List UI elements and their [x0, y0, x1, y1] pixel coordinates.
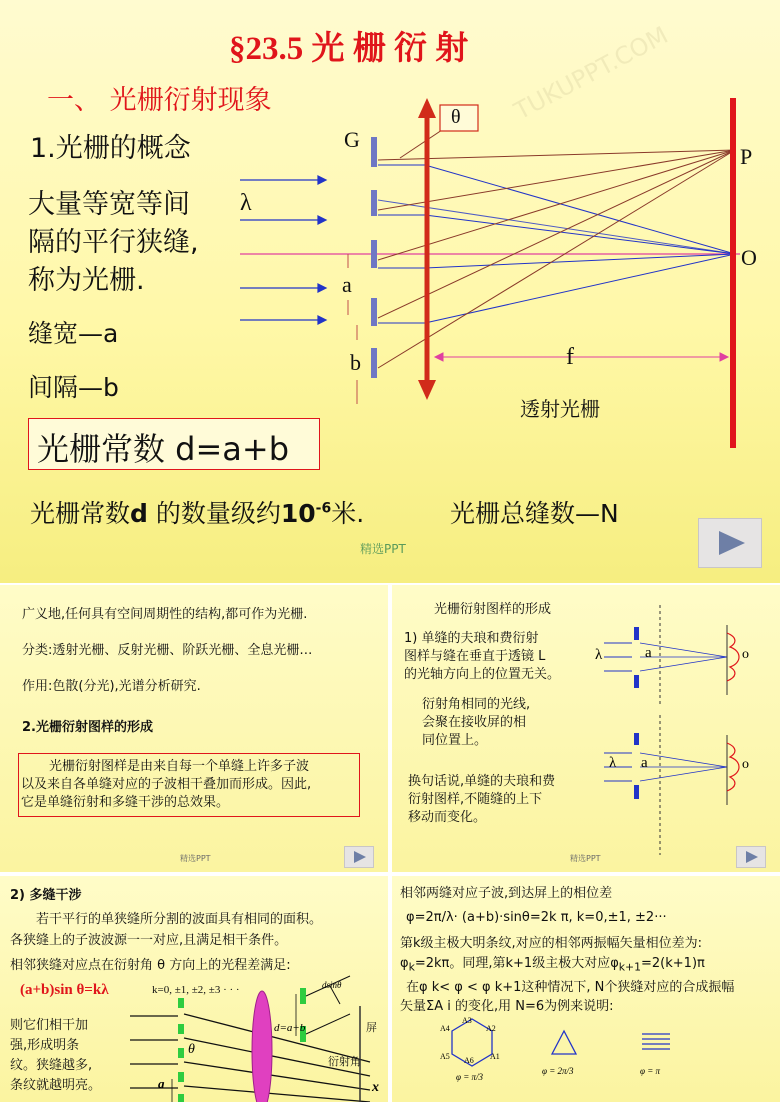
- triangle-phasor: [552, 1031, 576, 1054]
- x-axis-label: x: [372, 1080, 379, 1095]
- slide4-p2: 各狭缝上的子波波源一一对应,且满足相干条件。: [10, 933, 288, 948]
- slide2-line-1: 广义地,任何具有空间周期性的结构,都可作为光栅.: [22, 607, 308, 622]
- slide5-line-4: [400, 954, 705, 977]
- phi-2pi-over-3: φ = 2π/3: [542, 1066, 574, 1076]
- slide4-heading: 2) 多缝干涉: [10, 888, 82, 903]
- total-slits-label: 光栅总缝数—N: [450, 499, 619, 528]
- hex-label-A5: A5: [440, 1052, 450, 1061]
- magnitude-base: 10: [280, 499, 316, 528]
- screen-label: 屏: [366, 1021, 377, 1034]
- slit-a-label: a: [158, 1076, 165, 1091]
- slide2-line-3: 作用:色散(分光),光谱分析研究.: [22, 679, 201, 694]
- grating-label-G: G: [344, 127, 360, 152]
- definition-line-3: 称为光栅.: [28, 265, 145, 296]
- slide4-conclusion-2: 强,形成明条: [10, 1038, 80, 1053]
- slide5-line-1: 相邻两缝对应子波,到达屏上的相位差: [400, 886, 613, 901]
- magnitude-exponent: -6: [315, 500, 332, 517]
- slide3-title: 光栅衍射图样的形成: [434, 602, 552, 617]
- slide5-line-2: φ=2π/λ· (a+b)·sinθ=2k π, k=0,±1, ±2···: [406, 910, 667, 925]
- slide-5: [392, 876, 780, 1102]
- slide4-p3: 相邻狭缝对应点在衍射角 θ 方向上的光程差满足:: [10, 958, 291, 973]
- slide2-line-2: 分类:透射光栅、反射光栅、阶跃光栅、全息光栅…: [22, 643, 313, 658]
- slide5-line-3: 第k级主极大明条纹,对应的相邻两振幅矢量相位差为:: [400, 936, 703, 951]
- rays-to-P: [378, 118, 735, 368]
- slide3-p2-line-3: 同位置上。: [422, 733, 488, 748]
- lens-ellipse: [252, 991, 272, 1102]
- slide3-p3-line-3: 移动而变化。: [408, 810, 487, 825]
- phi-pi: φ = π: [640, 1066, 661, 1076]
- focal-length-label: f: [566, 344, 574, 370]
- magnitude-unit: 米.: [331, 499, 365, 528]
- spacing-label: 间隔—b: [28, 373, 119, 402]
- focal-length-arrow: [435, 353, 728, 361]
- slide3-p3-line-2: 衍射图样,不随缝的上下: [408, 792, 543, 807]
- hex-label-A3: A3: [462, 1016, 472, 1025]
- slide3-p1-line-2: 图样与缝在垂直于透镜 L: [404, 649, 546, 664]
- section-heading: 一、 光栅衍射现象: [47, 85, 272, 116]
- diffraction-angle-label: 衍射角: [328, 1055, 361, 1068]
- slit-label-b: b: [350, 350, 361, 375]
- slide3-p2-line-1: 衍射角相同的光线,: [422, 697, 531, 712]
- slide2-play-icon: [354, 851, 366, 863]
- order-values: k=0, ±1, ±2, ±3 · · ·: [152, 984, 240, 996]
- slide3-a-bottom: a: [641, 755, 648, 771]
- incident-light-arrows: [240, 176, 326, 324]
- magnitude-mid: 的数量级约: [147, 499, 281, 528]
- slide3-o-top: o: [742, 647, 749, 662]
- slide4-conclusion-1: 则它们相干加: [10, 1018, 89, 1033]
- slide-2: [0, 585, 388, 872]
- diagram-caption: 透射光栅: [520, 397, 600, 421]
- concept-heading: 1.光栅的概念: [30, 133, 191, 164]
- phi-pi-over-3: φ = π/3: [456, 1072, 484, 1082]
- slide2-footer: 精选PPT: [180, 854, 211, 863]
- slide3-p2-line-2: 会聚在接收屏的相: [422, 715, 527, 730]
- wavelength-label: λ: [240, 190, 252, 216]
- slide4-conclusion-4: 条纹就越明亮。: [10, 1078, 102, 1093]
- slide4-p1: 若干平行的单狭缝所分割的波面具有相同的面积。: [36, 912, 323, 927]
- hex-label-A6: A6: [464, 1056, 474, 1065]
- multi-slits: [178, 998, 184, 1102]
- page-title: §23.5 光 栅 衍 射: [229, 31, 469, 67]
- slide3-play-icon: [746, 851, 758, 863]
- slit-label-a: a: [342, 272, 352, 297]
- lens: [418, 98, 436, 400]
- slide5-line-5: 在φ k< φ < φ k+1这种情况下, N个狭缝对应的合成振幅: [406, 980, 735, 995]
- slide-3: [392, 585, 780, 872]
- svg-text:TUKUPPT.COM: TUKUPPT.COM: [509, 20, 673, 126]
- hex-label-A2: A2: [486, 1024, 496, 1033]
- slide3-p3-line-1: 换句话说,单缝的夫琅和费: [408, 774, 556, 789]
- slide3-p1-line-3: 的光轴方向上的位置无关。: [404, 667, 561, 682]
- grating-constant-box: [28, 418, 320, 470]
- slide5-line-4-mid: =2kπ。同理,第k+1级主极大对应φ: [414, 956, 619, 971]
- slide-4: [0, 876, 388, 1102]
- slide2-next-button[interactable]: [344, 846, 374, 868]
- hex-label-A4: A4: [440, 1024, 450, 1033]
- definition-line-1: 大量等宽等间: [28, 189, 190, 220]
- slide2-subheading: 2.光栅衍射图样的形成: [22, 720, 153, 735]
- slide5-line-4-end: =2(k+1)π: [641, 956, 705, 971]
- single-slit-top: [604, 605, 739, 705]
- definition-line-2: 隔的平行狭缝,: [28, 227, 199, 258]
- grating-constant-text: 光栅常数 d=a+b: [37, 430, 290, 468]
- slide4-conclusion-3: 纹。狭缝越多,: [10, 1058, 93, 1073]
- point-P-label: P: [740, 144, 753, 169]
- hex-label-A1: A1: [490, 1052, 500, 1061]
- point-O-label: O: [741, 245, 757, 270]
- slide3-footer: 精选PPT: [570, 854, 601, 863]
- slide3-p1-line-1: 1) 单缝的夫琅和费衍射: [404, 631, 539, 646]
- slide5-line-6: 矢量ΣA i 的变化,用 N=6为例来说明:: [400, 999, 614, 1014]
- slide3-a-top: a: [645, 645, 652, 661]
- magnitude-statement: [30, 494, 364, 530]
- slide2-summary-box: [18, 753, 360, 817]
- slide5-sub-k: k: [408, 960, 415, 974]
- slit-width-label: 缝宽—a: [28, 319, 119, 348]
- dsin-label: dsinθ: [322, 980, 342, 990]
- parallel-phasors: [642, 1034, 670, 1049]
- footer-text: 精选PPT: [360, 542, 406, 556]
- slide3-lambda-bottom: λ: [609, 755, 617, 771]
- d-equals-label: d=a+b: [274, 1022, 306, 1034]
- next-slide-button[interactable]: [698, 518, 762, 568]
- theta-angle-label: θ: [188, 1042, 195, 1057]
- slide2-box-line-3: 它是单缝衍射和多缝干涉的总效果。: [21, 795, 230, 810]
- magnitude-pre: 光栅常数: [30, 499, 131, 528]
- slide3-o-bottom: o: [742, 757, 749, 772]
- single-slit-bottom: [604, 715, 739, 855]
- grating-slits: [371, 137, 377, 378]
- slide3-lambda-top: λ: [595, 647, 603, 663]
- slide2-box-line-1: 光栅衍射图样是由来自每一个单缝上许多子波: [49, 759, 310, 774]
- slide5-sub-k1: k+1: [618, 960, 642, 974]
- slide5-phi: φ: [400, 956, 409, 971]
- magnitude-d: d: [130, 499, 148, 528]
- grating-equation: (a+b)sin θ=kλ: [20, 982, 109, 998]
- slide2-box-line-2: 以及来自各单缝对应的子波相干叠加而形成。因此,: [21, 777, 312, 792]
- slide3-next-button[interactable]: [736, 846, 766, 868]
- theta-label: θ: [451, 106, 461, 128]
- play-arrow-icon: [719, 531, 745, 555]
